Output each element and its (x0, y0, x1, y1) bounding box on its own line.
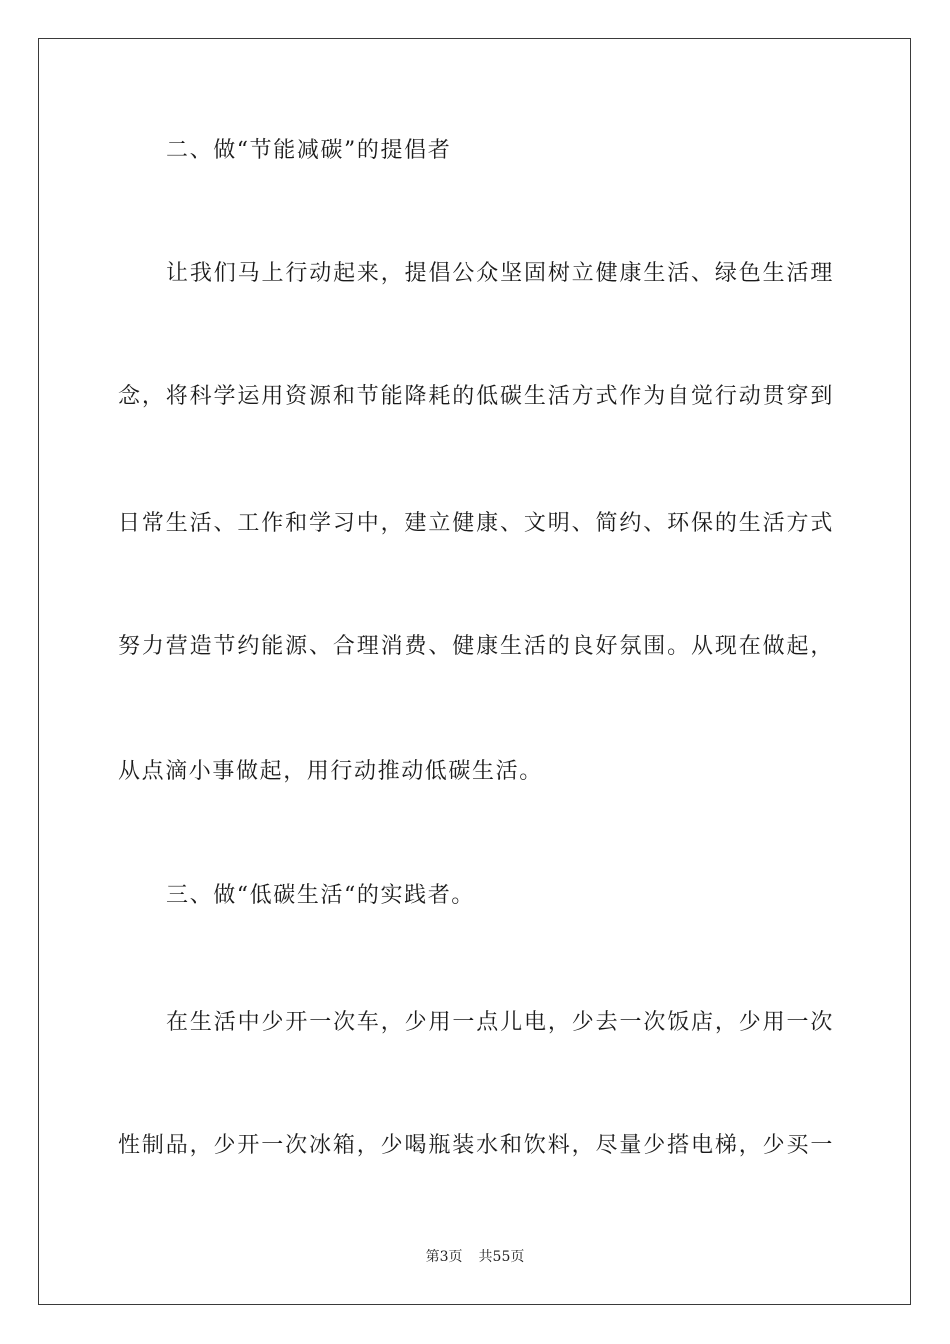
paragraph-line: 性制品，少开一次冰箱，少喝瓶装水和饮料，尽量少搭电梯，少买一 (118, 1133, 834, 1158)
section-heading-3: 三、做“低碳生活“的实践者。 (166, 883, 475, 908)
page-total: 共55页 (478, 1249, 525, 1265)
paragraph-line: 从点滴小事做起，用行动推动低碳生活。 (118, 759, 543, 784)
page-number: 第3页 (425, 1249, 463, 1265)
paragraph-line: 在生活中少开一次车，少用一点儿电，少去一次饭店，少用一次 (166, 1010, 834, 1035)
section-heading-2: 二、做“节能减碳”的提倡者 (166, 138, 452, 163)
paragraph-line: 念，将科学运用资源和节能降耗的低碳生活方式作为自觉行动贯穿到 (118, 384, 834, 409)
page-footer (0, 1247, 950, 1267)
page-border (38, 38, 911, 1305)
paragraph-line: 努力营造节约能源、合理消费、健康生活的良好氛围。从现在做起， (118, 634, 834, 659)
paragraph-line: 让我们马上行动起来，提倡公众坚固树立健康生活、绿色生活理 (166, 261, 834, 286)
paragraph-line: 日常生活、工作和学习中，建立健康、文明、简约、环保的生活方式 (118, 511, 834, 536)
